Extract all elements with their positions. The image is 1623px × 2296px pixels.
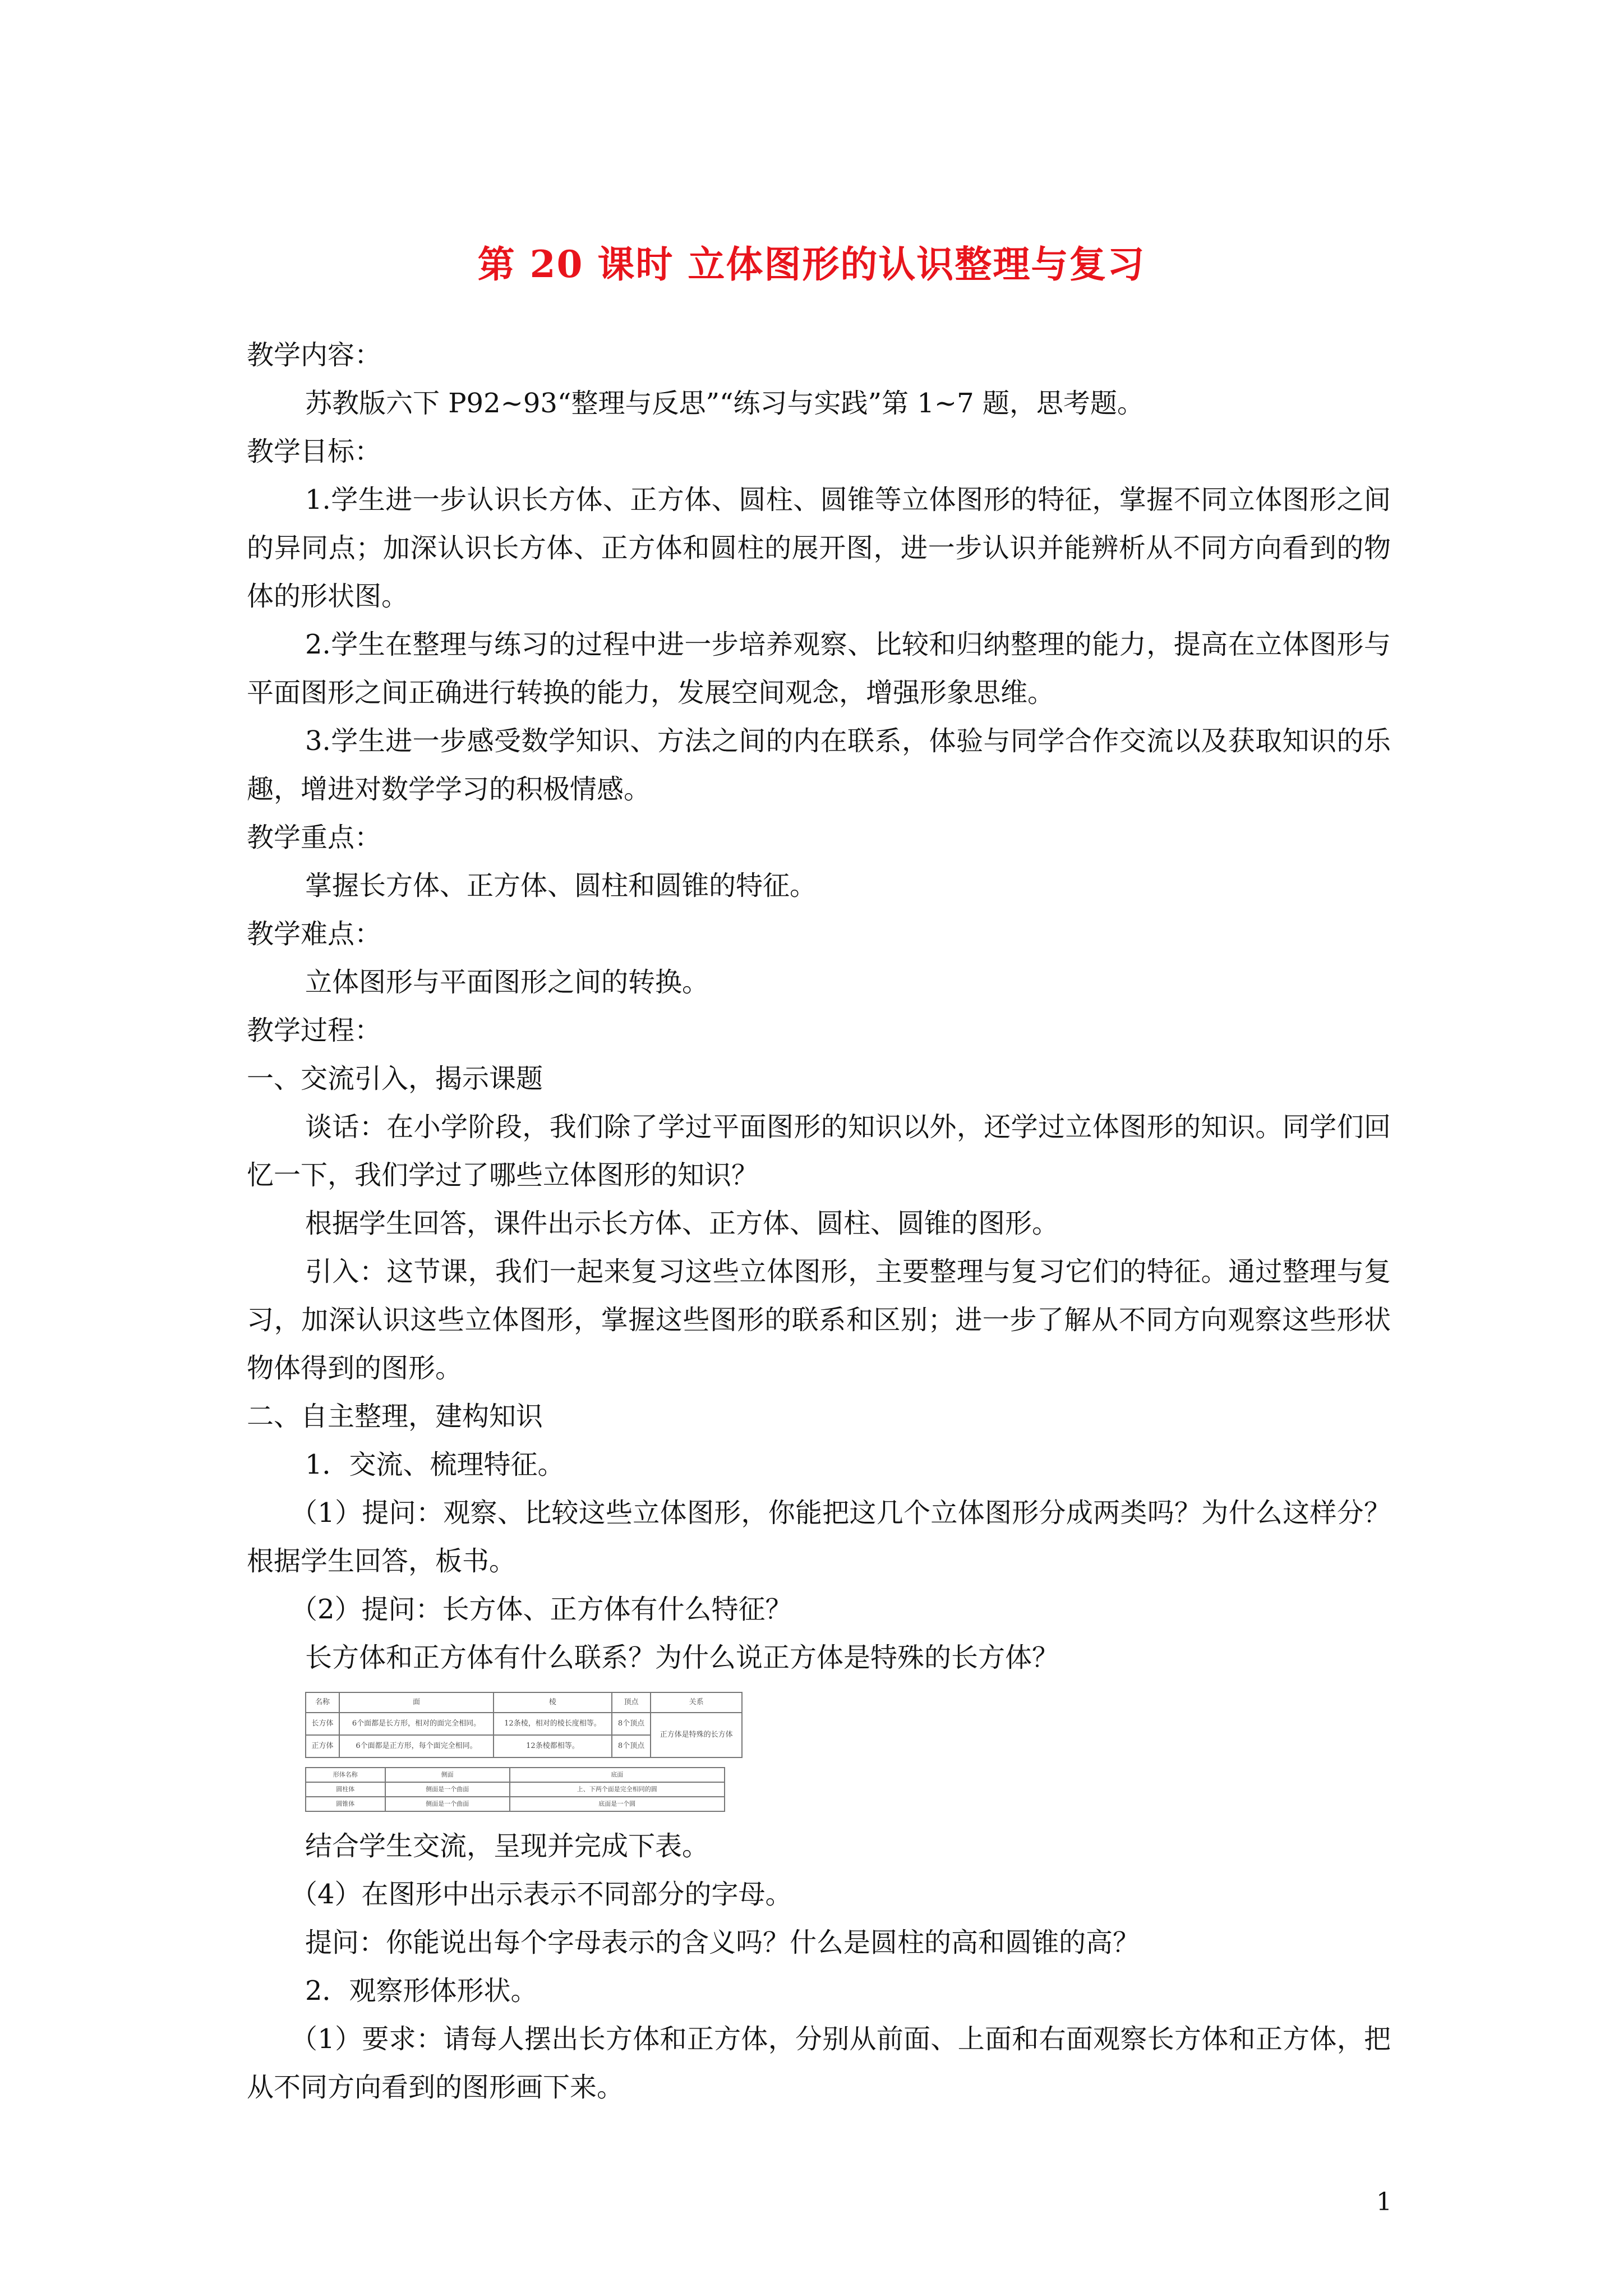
table-cell: 6个面都是长方形，相对的面完全相同。 (339, 1713, 494, 1735)
table-header-cell: 名称 (306, 1692, 339, 1713)
paragraph: （1）要求：请每人摆出长方体和正方体，分别从前面、上面和右面观察长方体和正方体，把从不同方向看到的图形画下来。 (247, 2023, 1391, 2103)
section-heading: 教学内容： (247, 339, 382, 371)
table-header-cell: 棱 (494, 1692, 612, 1713)
paragraph: 3.学生进一步感受数学知识、方法之间的内在联系，体验与同学合作交流以及获取知识的乐趣，增进对数学学习的积极情感。 (247, 725, 1391, 805)
section-heading: 一、交流引入，揭示课题 (247, 1063, 543, 1094)
feature-tables (305, 1692, 743, 1812)
table-header-cell: 面 (339, 1692, 494, 1713)
paragraph: 引入：这节课，我们一起来复习这些立体图形，主要整理与复习它们的特征。通过整理与复习，加深认识这些立体图形，掌握这些图形的联系和区别；进一步了解从不同方向观察这些形状物体得到的图形。 (247, 1256, 1391, 1384)
table-row (306, 1713, 742, 1735)
paragraph: 2．观察形体形状。 (305, 1975, 538, 2007)
table-row (306, 1782, 725, 1797)
page-title: 第 20 课时 立体图形的认识整理与复习 (477, 242, 1146, 286)
cuboid-cube-table (305, 1692, 743, 1758)
table-cell: 8个顶点 (612, 1735, 651, 1757)
table-cell: 6个面都是正方形，每个面完全相同。 (339, 1735, 494, 1757)
paragraph: 1.学生进一步认识长方体、正方体、圆柱、圆锥等立体图形的特征，掌握不同立体图形之间的异同点；加深认识长方体、正方体和圆柱的展开图，进一步认识并能辨析从不同方向看到的物体的形状图。 (247, 484, 1391, 612)
paragraph: （4）在图形中出示表示不同部分的字母。 (291, 1879, 792, 1910)
table-cell: 正方体是特殊的长方体 (651, 1713, 742, 1757)
paragraph: 1．交流、梳理特征。 (305, 1449, 565, 1480)
table-cell: 12条棱都相等。 (494, 1735, 612, 1757)
page-number: 1 (1376, 2188, 1392, 2216)
table-cell: 侧面是一个曲面 (385, 1782, 510, 1797)
paragraph: （2）提问：长方体、正方体有什么特征？ (291, 1594, 792, 1625)
document-body (247, 331, 1391, 2111)
table-header-cell: 底面 (510, 1768, 725, 1782)
paragraph: （1）提问：观察、比较这些立体图形，你能把这几个立体图形分成两类吗？为什么这样分？ 根据学生回答，板书。 (247, 1497, 1391, 1577)
table-header-cell: 关系 (651, 1692, 742, 1713)
cylinder-cone-table (305, 1767, 725, 1812)
section-heading: 教学目标： (247, 436, 382, 467)
table-cell: 上、下两个面是完全相同的圆 (510, 1782, 725, 1797)
paragraph: 谈话：在小学阶段，我们除了学过平面图形的知识以外，还学过立体图形的知识。同学们回忆一下，我们学过了哪些立体图形的知识？ (247, 1111, 1391, 1191)
section-heading: 教学难点： (247, 918, 382, 950)
table-cell: 圆柱体 (306, 1782, 385, 1797)
table-header-row (306, 1768, 725, 1782)
paragraph: 长方体和正方体有什么联系？为什么说正方体是特殊的长方体？ (305, 1642, 1059, 1673)
section-heading: 教学过程： (247, 1015, 382, 1046)
paragraph: 提问：你能说出每个字母表示的含义吗？什么是圆柱的高和圆锥的高？ (305, 1927, 1140, 1958)
paragraph: 掌握长方体、正方体、圆柱和圆锥的特征。 (305, 870, 817, 901)
table-cell: 长方体 (306, 1713, 339, 1735)
table-cell: 圆锥体 (306, 1797, 385, 1811)
paragraph: 根据学生回答，课件出示长方体、正方体、圆柱、圆锥的图形。 (305, 1208, 1059, 1239)
table-cell: 8个顶点 (612, 1713, 651, 1735)
table-row (306, 1797, 725, 1811)
section-heading: 教学重点： (247, 822, 382, 853)
paragraph: 立体图形与平面图形之间的转换。 (305, 967, 709, 998)
table-cell: 底面是一个圆 (510, 1797, 725, 1811)
table-header-cell: 侧面 (385, 1768, 510, 1782)
paragraph: 结合学生交流，呈现并完成下表。 (305, 1830, 709, 1862)
table-cell: 12条棱，相对的棱长度相等。 (494, 1713, 612, 1735)
table-header-cell: 形体名称 (306, 1768, 385, 1782)
paragraph: 2.学生在整理与练习的过程中进一步培养观察、比较和归纳整理的能力，提高在立体图形与平面图形之间正确进行转换的能力，发展空间观念，增强形象思维。 (247, 629, 1391, 708)
table-cell: 侧面是一个曲面 (385, 1797, 510, 1811)
section-heading: 二、自主整理，建构知识 (247, 1401, 543, 1432)
table-header-cell: 顶点 (612, 1692, 651, 1713)
table-cell: 正方体 (306, 1735, 339, 1757)
table-header-row (306, 1692, 742, 1713)
paragraph: 苏教版六下 P92~93“整理与反思”“练习与实践”第 1~7 题，思考题。 (305, 388, 1144, 419)
